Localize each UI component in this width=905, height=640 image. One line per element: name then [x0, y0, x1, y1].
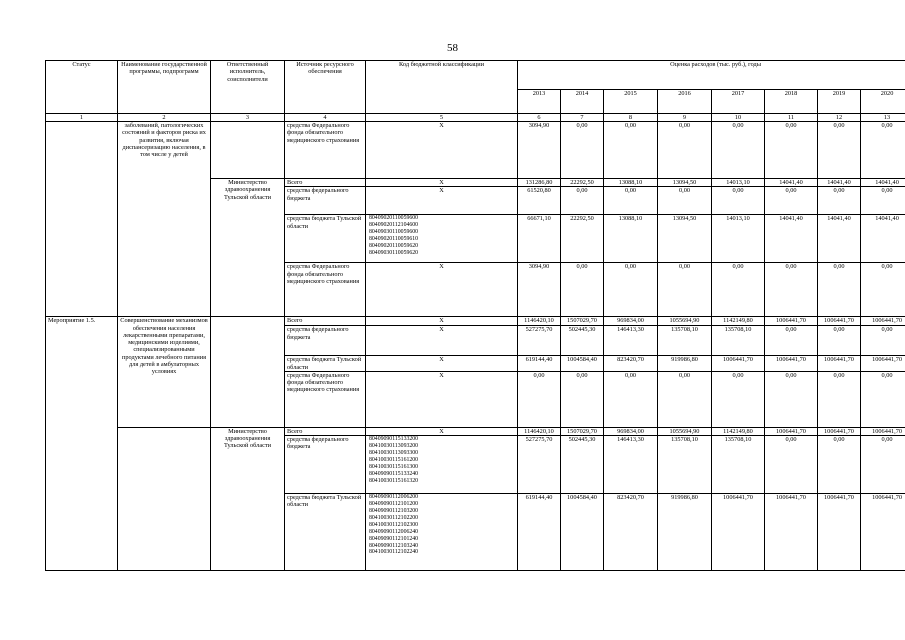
table-row [46, 122, 905, 179]
value-cell: 0,00 [604, 122, 658, 179]
value-cell: 135708,10 [712, 436, 765, 494]
responsible-cell [211, 317, 285, 428]
value-cell: 0,00 [861, 187, 905, 215]
value-cell: 61520,80 [518, 187, 561, 215]
table-row [46, 317, 905, 326]
header-code: Код бюджетной классификации [366, 61, 518, 114]
value-cell: 0,00 [712, 263, 765, 317]
value-cell: 619144,40 [518, 494, 561, 571]
value-cell: 0,00 [818, 326, 861, 356]
value-cell: 0,00 [818, 187, 861, 215]
value-cell: 14041,40 [861, 179, 905, 187]
value-cell: 1006441,70 [818, 427, 861, 435]
value-cell: 0,00 [561, 187, 604, 215]
value-cell: 14013,10 [712, 215, 765, 263]
code-cell: Х [366, 187, 518, 215]
value-cell: 919986,80 [658, 356, 712, 372]
column-index: 4 [285, 114, 366, 122]
value-cell: 1006441,70 [765, 317, 818, 326]
code-cell: Х [366, 326, 518, 356]
value-cell: 1006441,70 [712, 356, 765, 372]
value-cell: 13088,10 [604, 179, 658, 187]
value-cell: 3094,90 [518, 122, 561, 179]
code-cell: Х [366, 427, 518, 435]
year-header: 2014 [561, 90, 604, 114]
header-name: Наименование государственной программы, подпрограмм [118, 61, 211, 114]
code-cell: Х [366, 371, 518, 427]
column-index: 7 [561, 114, 604, 122]
value-cell: 0,00 [818, 263, 861, 317]
value-cell: 13094,50 [658, 215, 712, 263]
value-cell: 14041,40 [818, 215, 861, 263]
value-cell: 146413,30 [604, 436, 658, 494]
code-cell: 80409090115133200 80410030113093200 80410030113093300 80410030115161200 80410030115161300 80409090115133240 80410030115161320 [366, 436, 518, 494]
code-cell: Х [366, 317, 518, 326]
value-cell: 0,00 [765, 436, 818, 494]
value-cell: 1004584,40 [561, 494, 604, 571]
value-cell: 969834,00 [604, 317, 658, 326]
value-cell: 0,00 [818, 371, 861, 427]
column-index: 8 [604, 114, 658, 122]
value-cell: 0,00 [518, 371, 561, 427]
value-cell: 1006441,70 [765, 356, 818, 372]
value-cell: 0,00 [765, 326, 818, 356]
responsible-cell: Министерство здравоохранения Тульской области [211, 427, 285, 570]
source-cell: Всего [285, 317, 366, 326]
value-cell: 1006441,70 [818, 356, 861, 372]
column-index: 10 [712, 114, 765, 122]
value-cell: 13088,10 [604, 215, 658, 263]
value-cell: 0,00 [861, 263, 905, 317]
header-source: Источник ресурсного обеспечения [285, 61, 366, 114]
value-cell: 0,00 [604, 371, 658, 427]
value-cell: 14041,40 [818, 179, 861, 187]
value-cell: 0,00 [818, 436, 861, 494]
value-cell: 1146420,10 [518, 317, 561, 326]
value-cell: 135708,10 [658, 326, 712, 356]
column-index: 13 [861, 114, 905, 122]
value-cell: 0,00 [712, 187, 765, 215]
value-cell: 0,00 [861, 122, 905, 179]
budget-table [45, 60, 905, 571]
source-cell: средства бюджета Тульской области [285, 356, 366, 372]
year-header: 2020 [861, 90, 905, 114]
value-cell: 0,00 [861, 326, 905, 356]
value-cell: 0,00 [765, 122, 818, 179]
value-cell: 527275,70 [518, 436, 561, 494]
value-cell: 0,00 [561, 122, 604, 179]
value-cell: 66671,10 [518, 215, 561, 263]
code-cell: Х [366, 122, 518, 179]
value-cell: 0,00 [861, 436, 905, 494]
value-cell: 0,00 [658, 122, 712, 179]
value-cell: 527275,70 [518, 326, 561, 356]
value-cell: 502445,30 [561, 436, 604, 494]
value-cell: 0,00 [712, 122, 765, 179]
program-name-cell: заболеваний, патологических состояний и факторов риска их развития, включая диспансеризацию населения, в том числе у детей [118, 122, 211, 317]
value-cell: 619144,40 [518, 356, 561, 372]
year-header: 2018 [765, 90, 818, 114]
header-status: Статус [46, 61, 118, 114]
value-cell: 14041,40 [765, 215, 818, 263]
year-header: 2019 [818, 90, 861, 114]
value-cell: 0,00 [861, 371, 905, 427]
responsible-cell [211, 122, 285, 179]
value-cell: 0,00 [658, 187, 712, 215]
value-cell: 823420,70 [604, 494, 658, 571]
column-index: 1 [46, 114, 118, 122]
year-header: 2016 [658, 90, 712, 114]
column-index: 9 [658, 114, 712, 122]
value-cell: 14041,40 [861, 215, 905, 263]
value-cell: 1142149,80 [712, 427, 765, 435]
year-header: 2017 [712, 90, 765, 114]
status-cell [46, 122, 118, 317]
value-cell: 1006441,70 [861, 317, 905, 326]
value-cell: 0,00 [561, 371, 604, 427]
responsible-cell: Министерство здравоохранения Тульской области [211, 179, 285, 317]
value-cell: 0,00 [712, 371, 765, 427]
year-header: 2015 [604, 90, 658, 114]
value-cell: 131286,80 [518, 179, 561, 187]
value-cell: 22292,50 [561, 179, 604, 187]
value-cell: 1055694,90 [658, 317, 712, 326]
value-cell: 0,00 [604, 263, 658, 317]
value-cell: 135708,10 [712, 326, 765, 356]
code-cell: 80409020110059600 80409020112104600 80409030110059600 80409020110059610 80409020110059620 80409030110059620 [366, 215, 518, 263]
value-cell: 0,00 [765, 187, 818, 215]
column-index: 5 [366, 114, 518, 122]
value-cell: 3094,90 [518, 263, 561, 317]
value-cell: 22292,50 [561, 215, 604, 263]
value-cell: 1006441,70 [765, 494, 818, 571]
value-cell: 1006441,70 [861, 356, 905, 372]
value-cell: 1055694,90 [658, 427, 712, 435]
source-cell: Всего [285, 179, 366, 187]
source-cell: средства Федерального фонда обязательного медицинского страхования [285, 263, 366, 317]
header-responsible: Ответственный исполнитель, соисполнители [211, 61, 285, 114]
source-cell: средства бюджета Тульской области [285, 215, 366, 263]
value-cell: 919986,80 [658, 494, 712, 571]
header-estimate: Оценка расходов (тыс. руб.), годы [518, 61, 905, 90]
column-index: 11 [765, 114, 818, 122]
column-index: 3 [211, 114, 285, 122]
source-cell: средства бюджета Тульской области [285, 494, 366, 571]
source-cell: средства Федерального фонда обязательного медицинского страхования [285, 371, 366, 427]
program-name-cell: Совершенствование механизмов обеспечения населения лекарственными препаратами, медицинскими изделиями, специализированными продуктами лечебного питания для детей в амбулаторных условиях [118, 317, 211, 428]
value-cell: 969834,00 [604, 427, 658, 435]
code-cell: Х [366, 263, 518, 317]
status-cell: Мероприятие 1.5. [46, 317, 118, 571]
value-cell: 1507029,70 [561, 317, 604, 326]
source-cell: средства федерального бюджета [285, 187, 366, 215]
value-cell: 0,00 [658, 263, 712, 317]
value-cell: 0,00 [561, 263, 604, 317]
value-cell: 14041,40 [765, 179, 818, 187]
value-cell: 1006441,70 [712, 494, 765, 571]
table-row [46, 427, 905, 435]
value-cell: 0,00 [765, 371, 818, 427]
value-cell: 1507029,70 [561, 427, 604, 435]
column-index: 12 [818, 114, 861, 122]
value-cell: 1006441,70 [818, 494, 861, 571]
column-index: 6 [518, 114, 561, 122]
value-cell: 135708,10 [658, 436, 712, 494]
code-cell: Х [366, 356, 518, 372]
value-cell: 13094,50 [658, 179, 712, 187]
source-cell: Всего [285, 427, 366, 435]
code-cell: Х [366, 179, 518, 187]
value-cell: 146413,30 [604, 326, 658, 356]
value-cell: 0,00 [765, 263, 818, 317]
value-cell: 1006441,70 [861, 494, 905, 571]
value-cell: 1006441,70 [818, 317, 861, 326]
program-name-cell [118, 427, 211, 570]
value-cell: 823420,70 [604, 356, 658, 372]
value-cell: 1142149,80 [712, 317, 765, 326]
code-cell: 80409090112006200 80409090112101200 80409090112103200 80410030112102200 80410030112102300 80409090112006240 80409090112101240 80409090112103240 80410030112102240 [366, 494, 518, 571]
column-index: 2 [118, 114, 211, 122]
source-cell: средства федерального бюджета [285, 326, 366, 356]
value-cell: 1006441,70 [861, 427, 905, 435]
value-cell: 0,00 [604, 187, 658, 215]
value-cell: 1006441,70 [765, 427, 818, 435]
value-cell: 0,00 [658, 371, 712, 427]
year-header: 2013 [518, 90, 561, 114]
page-number: 58 [447, 42, 458, 54]
value-cell: 1146420,10 [518, 427, 561, 435]
value-cell: 0,00 [818, 122, 861, 179]
source-cell: средства Федерального фонда обязательного медицинского страхования [285, 122, 366, 179]
value-cell: 14013,10 [712, 179, 765, 187]
value-cell: 502445,30 [561, 326, 604, 356]
source-cell: средства федерального бюджета [285, 436, 366, 494]
value-cell: 1004584,40 [561, 356, 604, 372]
